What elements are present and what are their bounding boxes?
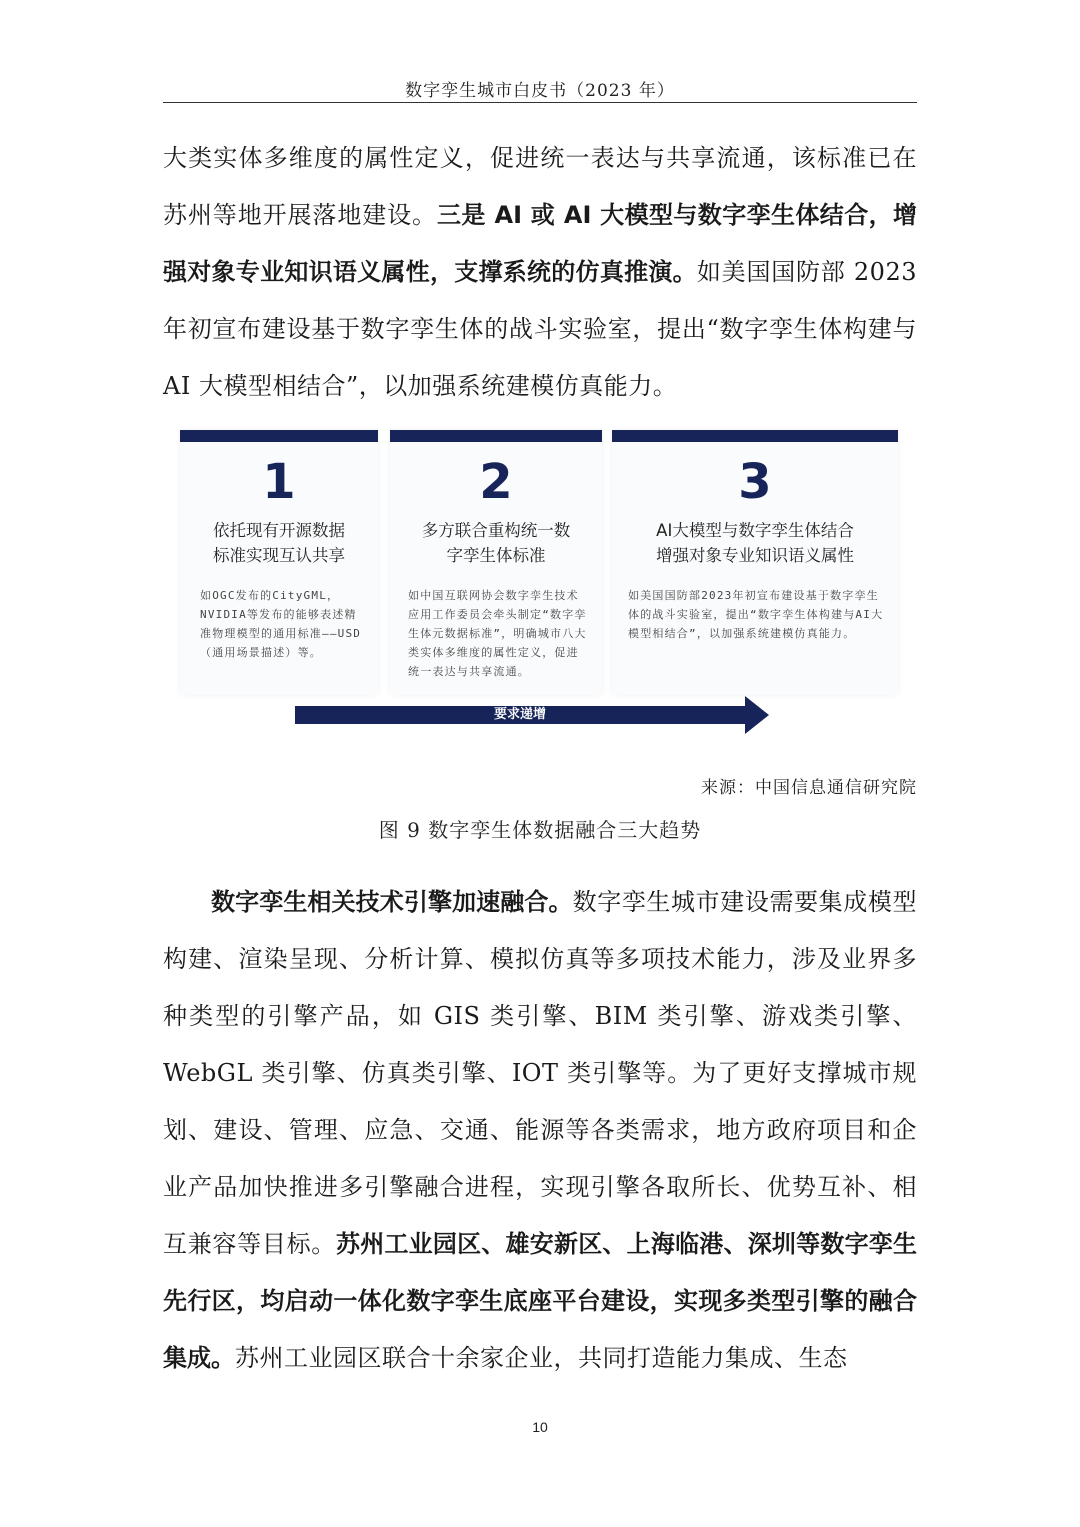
card-description: 如OGC发布的CityGML，NVIDIA等发布的能够表述精准物理模型的通用标准——USD（通用场景描述）等。 (200, 589, 362, 659)
arrow-head-icon (745, 696, 769, 734)
paragraph-text: 大类实体多维度的属性定义，促进统一表达与共享流通，该标准已在苏州等地开展落地建设。 (163, 144, 917, 229)
trend-card-3 (612, 430, 898, 695)
card-top-bar (180, 430, 378, 442)
figure-source: 来源：中国信息通信研究院 (701, 778, 917, 798)
paragraph-engine-fusion (163, 874, 917, 1387)
card-number: 2 (479, 454, 513, 510)
figure-three-trends (170, 420, 908, 750)
header-divider (163, 102, 917, 103)
bold-heading: 数字孪生相关技术引擎加速融合。 (211, 888, 573, 916)
bold-statement: 苏州工业园区、雄安新区、上海临港、深圳等数字孪生先行区，均启动一体化数字孪生底座平台建设，实现多类型引擎的融合集成。 (163, 1230, 918, 1372)
paragraph-text: 数字孪生城市建设需要集成模型构建、渲染呈现、分析计算、模拟仿真等多项技术能力，涉及业界多种类型的引擎产品，如 GIS 类引擎、BIM 类引擎、游戏类引擎、WebGL 类引擎、仿真类引擎、IOT 类引擎等。为了更好支撑城市规划、建设、管理、应急、交通、能源等各类需求，地方政府项目和企业产品加快推进多引擎融合进程，实现引擎各取所长、优势互补、相互兼容等目标。 (163, 888, 918, 1258)
card-top-bar (612, 430, 898, 442)
page-number: 10 (532, 1419, 548, 1435)
trend-card-2 (390, 430, 602, 695)
paragraph-ai-digital-twin (163, 130, 917, 415)
paragraph-text: 如美国国防部 2023 年初宣布建设基于数字孪生体的战斗实验室，提出“数字孪生体构建与 AI 大模型相结合”，以加强系统建模仿真能力。 (163, 258, 917, 400)
trend-card-1 (180, 430, 378, 695)
card-top-bar (390, 430, 602, 442)
paragraph-text: 苏州工业园区联合十余家企业，共同打造能力集成、生态 (235, 1344, 848, 1372)
card-description: 如中国互联网协会数字孪生技术应用工作委员会牵头制定“数字孪生体元数据标准”，明确城市八大类实体多维度的属性定义，促进统一表达与共享流通。 (408, 589, 587, 678)
card-title: AI大模型与数字孪生体结合 增强对象专业知识语义属性 (656, 521, 854, 565)
arrow-label: 要求递增 (493, 707, 546, 722)
figure-caption: 图 9 数字孪生体数据融合三大趋势 (378, 818, 702, 842)
card-number: 1 (262, 454, 296, 510)
bold-statement: 三是 AI 或 AI 大模型与数字孪生体结合，增强对象专业知识语义属性，支撑系统的仿真推演。 (163, 201, 918, 286)
card-number: 3 (738, 454, 772, 510)
card-title: 多方联合重构统一数 字孪生体标准 (421, 521, 571, 565)
running-header: 数字孪生城市白皮书（2023 年） (405, 81, 675, 101)
card-description: 如美国国防部2023年初宣布建设基于数字孪生体的战斗实验室，提出“数字孪生体构建与AI大模型相结合”，以加强系统建模仿真能力。 (628, 589, 884, 640)
card-title: 依托现有开源数据 标准实现互认共享 (213, 521, 345, 565)
